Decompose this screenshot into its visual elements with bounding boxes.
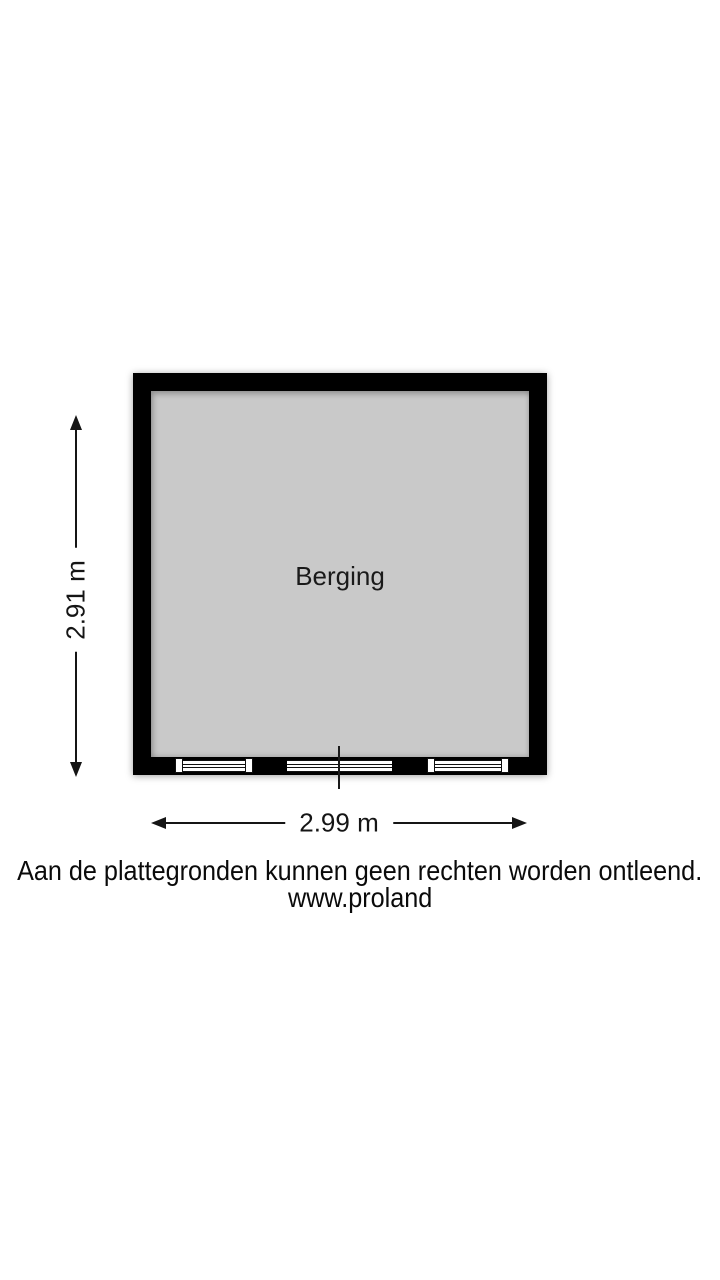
arrow-down-icon <box>70 762 82 777</box>
footer <box>0 857 720 911</box>
arrow-left-icon <box>151 817 166 829</box>
room-label: Berging <box>295 561 385 591</box>
window-symbol <box>435 760 501 772</box>
disclaimer-text: Aan de plattegronden kunnen geen rechten worden ontleend. <box>17 855 703 886</box>
window-frame-cap <box>245 758 253 773</box>
window-frame-cap <box>427 758 435 773</box>
window-center-tick <box>338 746 340 789</box>
window-frame-cap <box>175 758 183 773</box>
width-dimension-label: 2.99 m <box>285 808 393 839</box>
floor-plan <box>133 373 547 775</box>
window-pane <box>435 768 501 771</box>
window-symbol <box>183 760 245 772</box>
arrow-up-icon <box>70 415 82 430</box>
arrow-right-icon <box>512 817 527 829</box>
height-dimension-label: 2.91 m <box>61 548 92 652</box>
website-text: www.proland <box>287 882 433 913</box>
window-pane <box>183 768 245 771</box>
window-frame-cap <box>501 758 509 773</box>
